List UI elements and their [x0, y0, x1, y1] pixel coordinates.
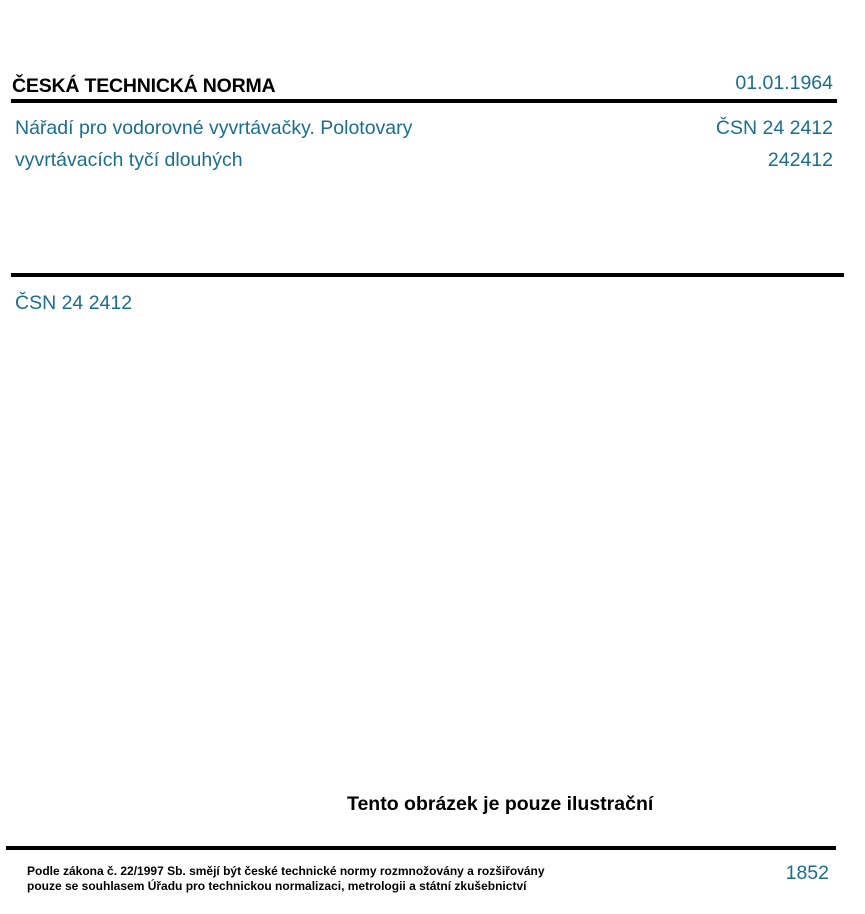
header-divider: [11, 99, 837, 103]
legal-notice-line-2: pouze se souhlasem Úřadu pro technickou normalizaci, metrologii a státní zkušebnictví: [27, 879, 527, 893]
document-title-line-2: vyvrtávacích tyčí dlouhých: [15, 149, 243, 171]
section-divider: [11, 273, 844, 277]
footer-divider: [6, 846, 836, 850]
standard-code: ČSN 24 2412: [715, 117, 833, 139]
issue-date: 01.01.1964: [735, 72, 833, 94]
illustration-note: Tento obrázek je pouze ilustrační: [347, 793, 654, 815]
norm-label: ČESKÁ TECHNICKÁ NORMA: [12, 75, 276, 97]
classification-code: 242412: [767, 149, 833, 171]
document-title-line-1: Nářadí pro vodorovné vyvrtávačky. Polotovary: [15, 117, 413, 139]
page-number: 1852: [785, 862, 829, 884]
standard-reference: ČSN 24 2412: [15, 292, 133, 314]
legal-notice-line-1: Podle zákona č. 22/1997 Sb. smějí být české technické normy rozmnožovány a rozšiřovány: [27, 864, 545, 878]
